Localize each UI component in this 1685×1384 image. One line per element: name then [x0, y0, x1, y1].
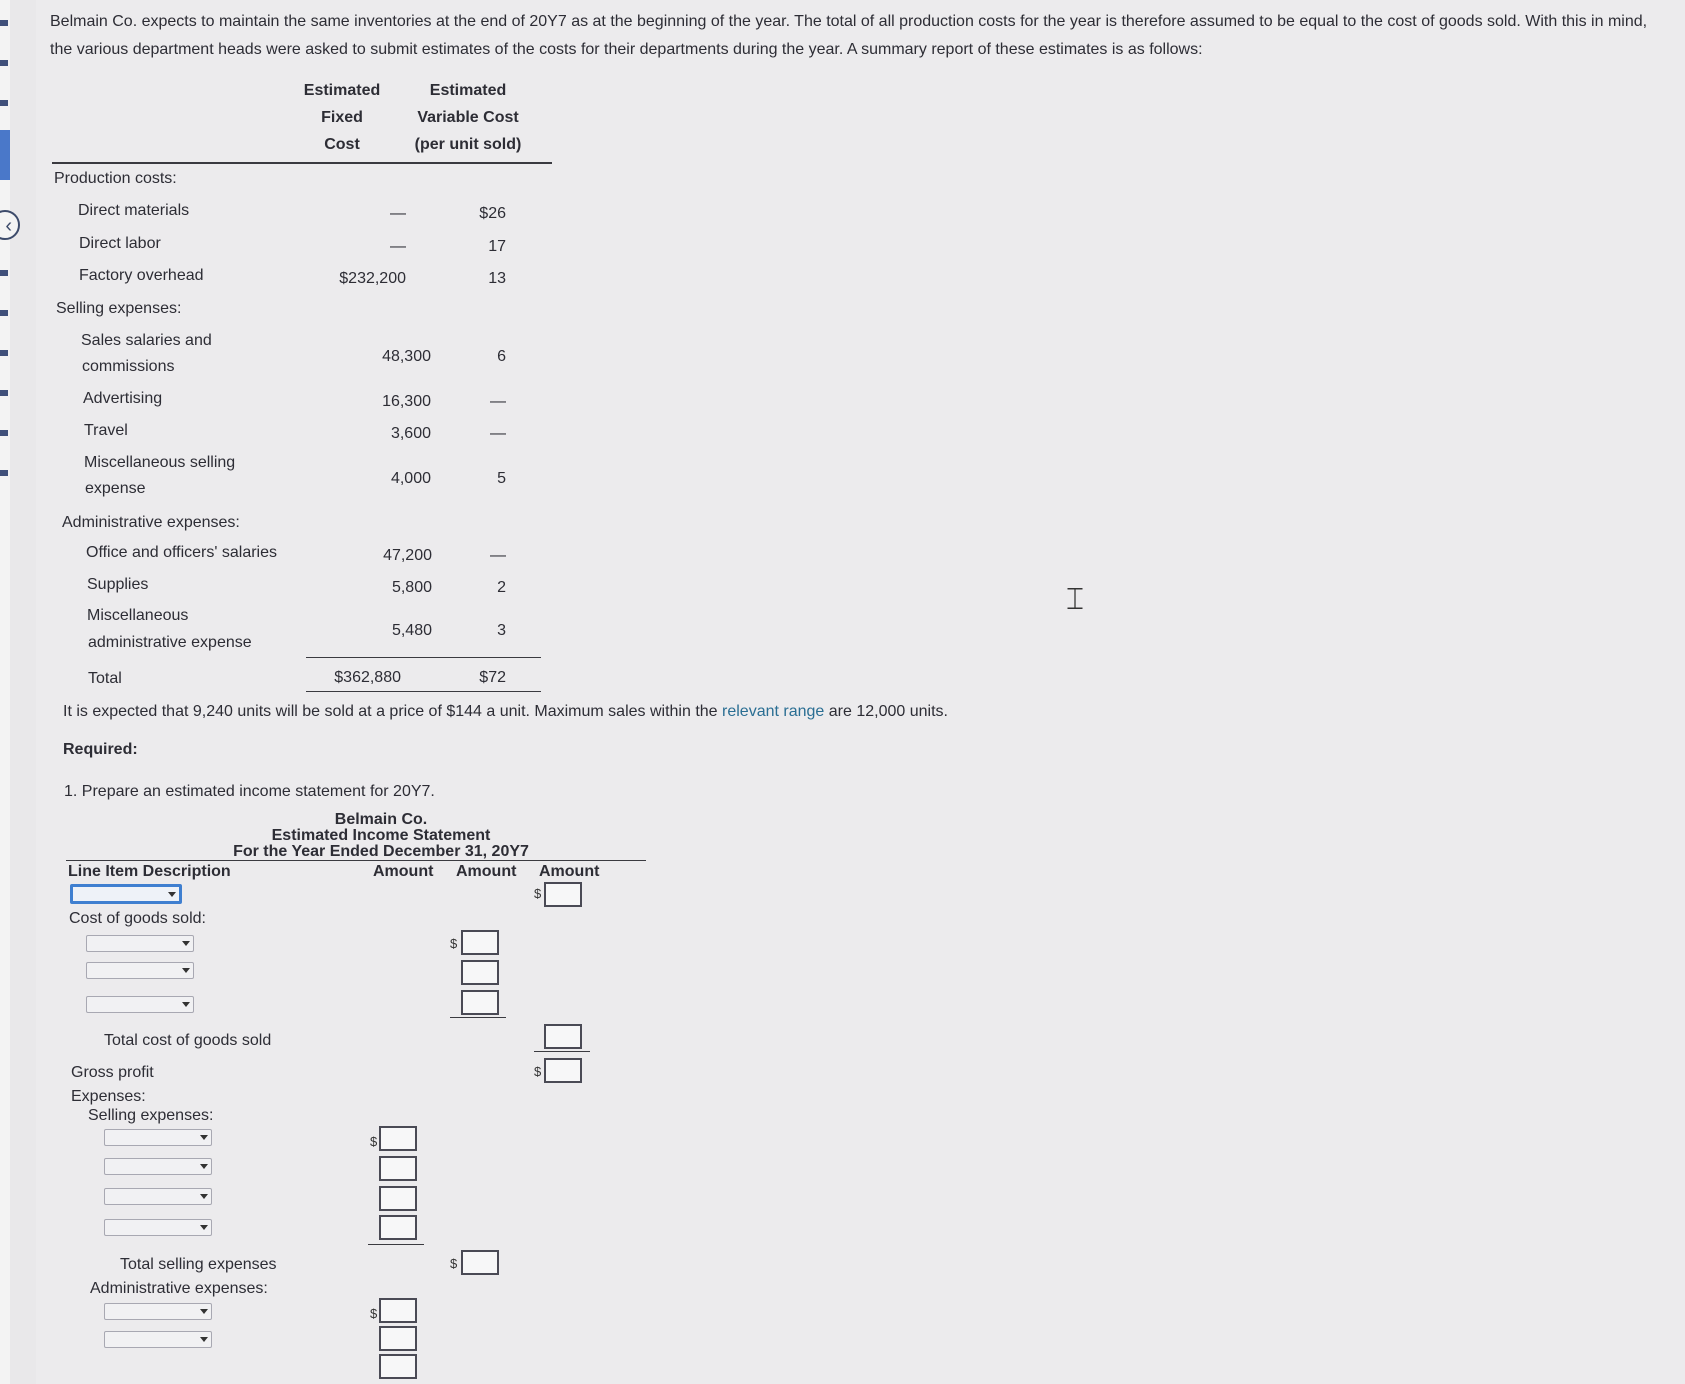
admin-amount-input[interactable] [379, 1298, 417, 1323]
row-label: administrative expense [88, 634, 252, 651]
expenses-label: Expenses: [71, 1088, 146, 1105]
selling-expenses-statement-label: Selling expenses: [88, 1107, 214, 1124]
row-label: Sales salaries and [81, 332, 212, 349]
chevron-down-icon [200, 1135, 208, 1140]
expected-text-part: are 12,000 units. [824, 703, 948, 720]
cogs-amount-input[interactable] [461, 990, 499, 1015]
rail-tick [0, 430, 8, 436]
production-costs-label: Production costs: [54, 170, 177, 187]
expected-text-part: It is expected that 9,240 units will be sold at a price of $144 a unit. Maximum sales within the [63, 703, 723, 720]
selling-item-select[interactable] [104, 1219, 212, 1236]
fixed-cost-value: 3,600 [390, 425, 431, 442]
back-chevron-icon[interactable]: ‹ [0, 210, 20, 240]
chevron-down-icon [182, 968, 190, 973]
question-page [36, 0, 1685, 1384]
left-rail [0, 0, 10, 1384]
statement-period: For the Year Ended December 31, 20Y7 [233, 843, 529, 860]
header-line: Fixed [321, 109, 363, 126]
intro-paragraph: Belmain Co. expects to maintain the same inventories at the end of 20Y7 as at the beginning of the year. The total of all production costs for the year is therefore assumed to be equal to the cost of goods sold. With this in mind, the various department heads were asked to submit estimates of the costs for their departments during the year. A summary report of these estimates is as follows: [50, 13, 1648, 58]
fixed-cost-value: 4,000 [390, 470, 431, 487]
rail-active-marker [0, 130, 10, 180]
cogs-amount-input[interactable] [461, 960, 499, 985]
row-label: Miscellaneous [87, 607, 189, 624]
variable-cost-header [398, 82, 538, 163]
selling-amount-input[interactable] [379, 1186, 417, 1211]
cogs-subtotal-rule [450, 1017, 506, 1018]
rail-tick [0, 270, 8, 276]
dollar-sign: $ [450, 936, 458, 951]
fixed-cost-value: 47,200 [383, 547, 432, 564]
selling-subtotal-rule [368, 1244, 424, 1245]
variable-cost-value: 2 [497, 579, 506, 596]
row-label: Miscellaneous selling [84, 454, 236, 471]
total-label: Total [88, 670, 122, 687]
rail-tick [0, 350, 8, 356]
chevron-down-icon [182, 941, 190, 946]
header-line: Variable Cost [417, 109, 519, 126]
dollar-sign: $ [534, 886, 542, 901]
sales-amount-input[interactable] [544, 882, 582, 907]
administrative-expenses-label: Administrative expenses: [62, 514, 240, 531]
row-label: expense [85, 480, 146, 497]
fixed-cost-value: 5,800 [391, 579, 432, 596]
expected-sales-text [63, 703, 948, 721]
total-selling-label: Total selling expenses [120, 1256, 277, 1273]
text-cursor-icon: ⌶ [1066, 582, 1084, 617]
fixed-cost-value: 5,480 [391, 622, 432, 639]
rail-tick [0, 310, 8, 316]
total-selling-input[interactable] [461, 1250, 499, 1275]
row-label: Supplies [87, 576, 149, 593]
row-label: Direct labor [79, 235, 161, 252]
header-line: (per unit sold) [414, 136, 522, 153]
rail-tick [0, 60, 8, 66]
admin-amount-input[interactable] [379, 1354, 417, 1379]
question-1-text: 1. Prepare an estimated income statement for 20Y7. [64, 783, 435, 800]
variable-cost-value: 5 [497, 470, 506, 487]
total-variable-value: $72 [479, 669, 506, 686]
dollar-sign: $ [370, 1134, 378, 1149]
header-rule [52, 162, 552, 164]
chevron-down-icon [168, 892, 176, 897]
variable-cost-value: — [490, 425, 506, 442]
cogs-item-select[interactable] [86, 935, 194, 952]
gross-profit-input[interactable] [544, 1058, 582, 1083]
total-cogs-rule [534, 1051, 590, 1052]
chevron-down-icon [200, 1225, 208, 1230]
statement-title: Estimated Income Statement [271, 827, 491, 844]
chevron-down-icon [200, 1337, 208, 1342]
cogs-amount-input[interactable] [461, 930, 499, 955]
fixed-cost-value: — [390, 238, 406, 255]
administrative-expenses-statement-label: Administrative expenses: [90, 1280, 268, 1297]
dollar-sign: $ [370, 1306, 378, 1321]
admin-item-select[interactable] [104, 1303, 212, 1320]
amount-header-3: Amount [539, 863, 600, 880]
gross-profit-label: Gross profit [71, 1064, 154, 1081]
header-line: Estimated [429, 82, 507, 99]
variable-cost-value: 13 [488, 270, 506, 287]
fixed-cost-value: 48,300 [382, 348, 431, 365]
cogs-item-select[interactable] [86, 996, 194, 1013]
selling-amount-input[interactable] [379, 1156, 417, 1181]
row-label: Direct materials [78, 202, 190, 219]
amount-header-2: Amount [456, 863, 517, 880]
header-line: Estimated [303, 82, 381, 99]
row-label: Advertising [83, 390, 163, 407]
variable-cost-value: $26 [479, 205, 506, 222]
admin-item-select[interactable] [104, 1331, 212, 1348]
chevron-down-icon [200, 1164, 208, 1169]
variable-cost-value: 6 [497, 348, 506, 365]
header-line: Cost [324, 136, 360, 153]
selling-amount-input[interactable] [379, 1215, 417, 1240]
total-cogs-input[interactable] [544, 1024, 582, 1049]
row-label: Factory overhead [79, 267, 204, 284]
row-label: Travel [84, 422, 128, 439]
rail-tick [0, 20, 8, 26]
total-fixed-value: $362,880 [334, 669, 401, 686]
fixed-cost-header [294, 82, 390, 163]
fixed-cost-value: 16,300 [382, 393, 431, 410]
required-label: Required: [63, 741, 138, 758]
variable-cost-value: — [490, 547, 506, 564]
variable-cost-value: 3 [497, 622, 506, 639]
total-bottom-rule [306, 691, 541, 692]
row-label: commissions [82, 358, 175, 375]
variable-cost-value: 17 [488, 238, 506, 255]
dollar-sign: $ [450, 1256, 458, 1271]
chevron-down-icon [200, 1309, 208, 1314]
dollar-sign: $ [534, 1064, 542, 1079]
statement-company: Belmain Co. [334, 811, 428, 828]
cogs-label: Cost of goods sold: [69, 910, 206, 927]
relevant-range-link[interactable]: relevant range [722, 703, 825, 720]
statement-header-rule [66, 860, 646, 861]
selling-item-select[interactable] [104, 1158, 212, 1175]
chevron-down-icon [182, 1002, 190, 1007]
selling-expenses-label: Selling expenses: [56, 300, 182, 317]
fixed-cost-value: — [390, 205, 406, 222]
total-cogs-label: Total cost of goods sold [104, 1032, 272, 1049]
admin-amount-input[interactable] [379, 1326, 417, 1351]
rail-tick [0, 100, 8, 106]
selling-item-select[interactable] [104, 1129, 212, 1146]
variable-cost-value: — [490, 393, 506, 410]
total-top-rule [306, 657, 541, 658]
line-item-description-header: Line Item Description [68, 863, 231, 880]
rail-tick [0, 470, 8, 476]
rail-tick [0, 390, 8, 396]
line-item-select-sales[interactable] [70, 884, 182, 904]
cogs-item-select[interactable] [86, 962, 194, 979]
selling-item-select[interactable] [104, 1188, 212, 1205]
chevron-down-icon [200, 1194, 208, 1199]
selling-amount-input[interactable] [379, 1126, 417, 1151]
fixed-cost-value: $232,200 [339, 270, 406, 287]
row-label: Office and officers' salaries [86, 544, 277, 561]
amount-header-1: Amount [373, 863, 434, 880]
